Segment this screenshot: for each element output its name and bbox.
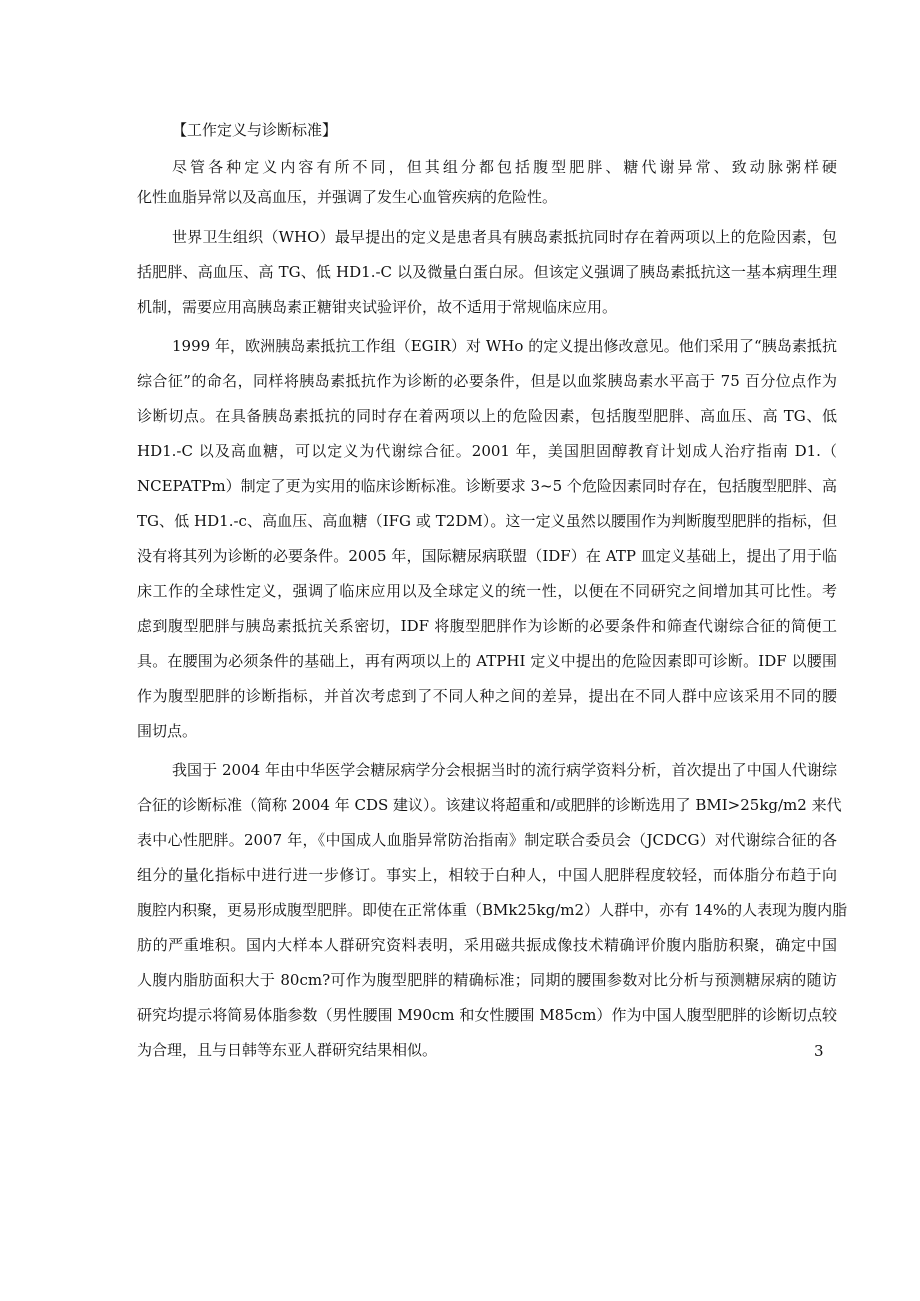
text-line: 诊断切点。在具备胰岛素抵抗的同时存在着两项以上的危险因素，包括腹型肥胖、高血压、高 TG、低 [137,407,837,425]
text-line: 没有将其列为诊断的必要条件。2005 年，国际糖尿病联盟（IDF）在 ATP 皿定义基础上，提出了用于临 [137,547,837,565]
text-line: 具。在腰围为必须条件的基础上，再有两项以上的 ATPHI 定义中提出的危险因素即可诊断。IDF 以腰围 [137,652,837,670]
text-line: 尽管各种定义内容有所不同，但其组分都包括腹型肥胖、糖代谢异常、致动脉粥样硬 [172,158,837,176]
text-line: TG、低 HD1.-c、高血压、高血糖（IFG 或 T2DM）。这一定义虽然以腰围作为判断腹型肥胖的指标，但 [137,512,837,530]
text-line: 机制，需要应用高胰岛素正糖钳夹试验评价，故不适用于常规临床应用。 [137,298,618,316]
text-line: 人腹内脂肪面积大于 80cm?可作为腹型肥胖的精确标准；同期的腰围参数对比分析与预测糖尿病的随访 [137,971,837,989]
text-line: 虑到腹型肥胖与胰岛素抵抗关系密切，IDF 将腹型肥胖作为诊断的必要条件和筛查代谢综合征的简便工 [137,617,837,635]
text-line: 肪的严重堆积。国内大样本人群研究资料表明，采用磁共振成像技术精确评价腹内脂肪积聚，确定中国 [137,936,837,954]
text-line: 1999 年，欧洲胰岛素抵抗工作组（EGIR）对 WHo 的定义提出修改意见。他们采用了“胰岛素抵抗 [172,337,837,355]
text-line: NCEPATPm）制定了更为实用的临床诊断标准。诊断要求 3~5 个危险因素同时存在，包括腹型肥胖、高 [137,477,837,495]
text-line: 为合理，且与日韩等东亚人群研究结果相似。 [137,1041,438,1059]
section-heading: 【工作定义与诊断标准】 [172,121,338,139]
text-line: 围切点。 [137,722,198,740]
text-line: 研究均提示将简易体脂参数（男性腰围 M90cm 和女性腰围 M85cm）作为中国人腹型肥胖的诊断切点较 [137,1006,837,1024]
text-line: 腹腔内积聚，更易形成腹型肥胖。即使在正常体重（BMk25kg∕m2）人群中，亦有 14%的人表现为腹内脂 [137,901,848,919]
text-line: 综合征”的命名，同样将胰岛素抵抗作为诊断的必要条件，但是以血浆胰岛素水平高于 75 百分位点作为 [137,372,837,390]
text-line: 作为腹型肥胖的诊断指标，并首次考虑到了不同人种之间的差异，提出在不同人群中应该采用不同的腰 [137,687,837,705]
text-line: HD1.-C 以及高血糖，可以定义为代谢综合征。2001 年，美国胆固醇教育计划成人治疗指南 D1.（ [137,442,837,460]
text-line: 组分的量化指标中进行进一步修订。事实上，相较于白种人，中国人肥胖程度较轻，而体脂分布趋于向 [137,866,837,884]
text-line: 表中心性肥胖。2007 年，《中国成人血脂异常防治指南》制定联合委员会（JCDCG）对代谢综合征的各 [137,831,837,849]
text-line: 世界卫生组织（WHO）最早提出的定义是患者具有胰岛素抵抗同时存在着两项以上的危险因素，包 [172,228,837,246]
page-number: 3 [814,1042,824,1060]
text-line: 化性血脂异常以及高血压，并强调了发生心血管疾病的危险性。 [137,188,558,206]
text-line: 合征的诊断标准（简称 2004 年 CDS 建议）。该建议将超重和/或肥胖的诊断选用了 BMI>25kg∕m2 来代 [137,796,842,814]
text-line: 我国于 2004 年由中华医学会糖尿病学分会根据当时的流行病学资料分析，首次提出了中国人代谢综 [172,761,837,779]
text-line: 床工作的全球性定义，强调了临床应用以及全球定义的统一性，以便在不同研究之间增加其可比性。考 [137,582,837,600]
text-line: 括肥胖、高血压、高 TG、低 HD1.-C 以及微量白蛋白尿。但该定义强调了胰岛素抵抗这一基本病理生理 [137,263,837,281]
